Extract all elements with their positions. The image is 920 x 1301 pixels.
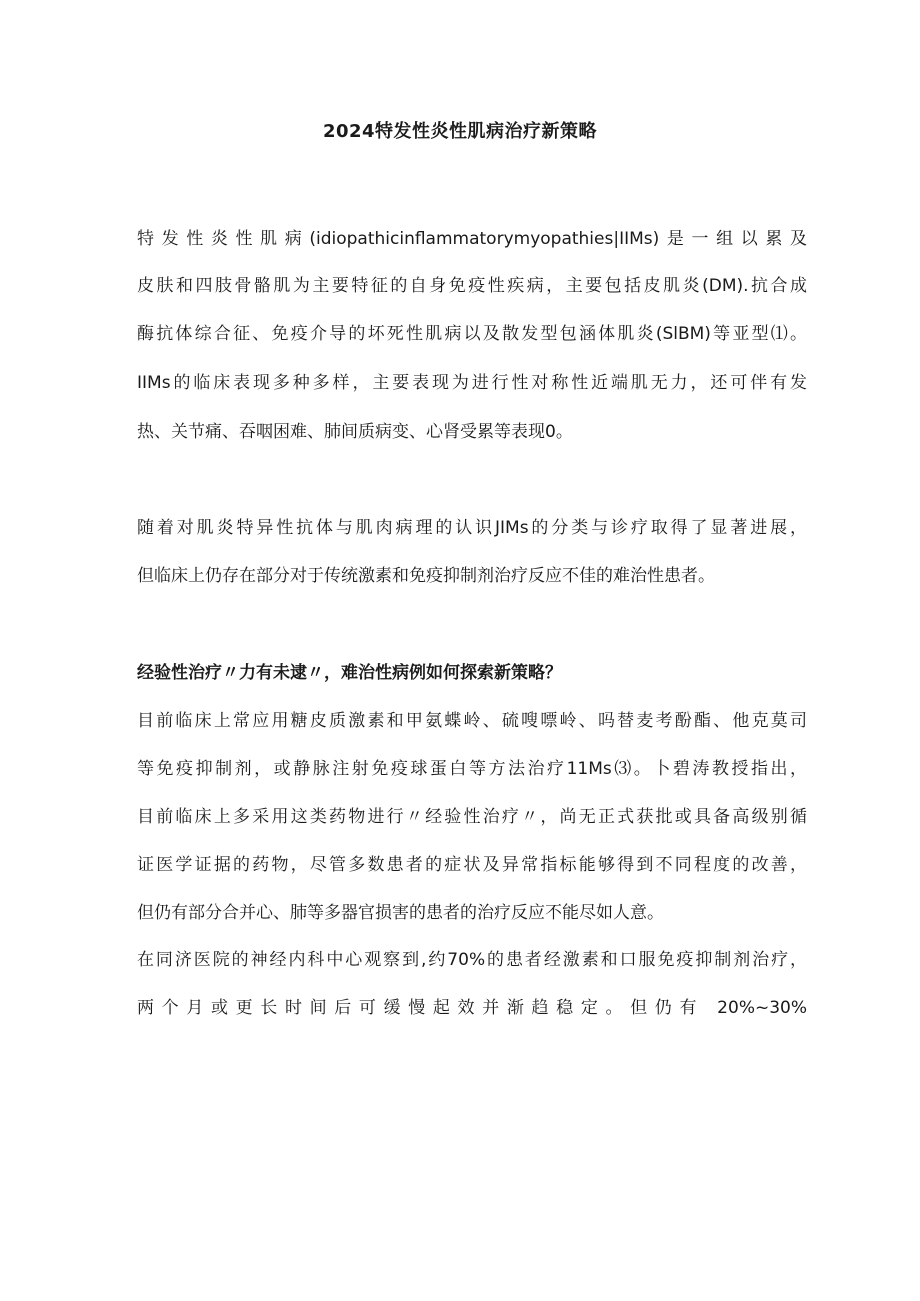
paragraph-4-line-1: 在同济医院的神经内科中心观察到,约70%的患者经激素和口服免疫抑制剂治疗， [137, 950, 807, 970]
paragraph-4-line-2: 两个月或更长时间后可缓慢起效并渐趋稳定。但仍有 20%~30% [137, 998, 807, 1018]
paragraph-1-line-3: 酶抗体综合征、免疫介导的坏死性肌病以及散发型包涵体肌炎(SlBM)等亚型⑴。 [137, 324, 807, 344]
document-title: 2024特发性炎性肌病治疗新策略 [322, 121, 598, 142]
section-heading: 经验性治疗〃力有未逮〃，难治性病例如何探索新策略？ [137, 663, 562, 683]
paragraph-3-line-5: 但仍有部分合并心、肺等多器官损害的患者的治疗反应不能尽如人意。 [137, 903, 664, 923]
paragraph-3-line-4: 证医学证据的药物，尽管多数患者的症状及异常指标能够得到不同程度的改善， [137, 855, 807, 875]
paragraph-2-line-2: 但临床上仍存在部分对于传统激素和免疫抑制剂治疗反应不佳的难治性患者。 [137, 566, 715, 586]
paragraph-3-line-1: 目前临床上常应用糖皮质激素和甲氨蝶岭、硫嗖嘌岭、吗替麦考酚酯、他克莫司 [137, 711, 807, 731]
paragraph-2-line-1: 随着对肌炎特异性抗体与肌肉病理的认识JIMs的分类与诊疗取得了显著进展， [137, 518, 807, 538]
paragraph-1-line-2: 皮肤和四肢骨骼肌为主要特征的自身免疫性疾病，主要包括皮肌炎(DM).抗合成 [137, 276, 807, 296]
paragraph-1-line-5: 热、关节痛、吞咽困难、肺间质病变、心肾受累等表现0。 [137, 422, 573, 442]
paragraph-1-line-4: IIMs的临床表现多种多样，主要表现为进行性对称性近端肌无力，还可伴有发 [137, 373, 807, 393]
paragraph-3-line-2: 等免疫抑制剂，或静脉注射免疫球蛋白等方法治疗11Ms⑶。卜碧涛教授指出， [137, 759, 807, 779]
paragraph-1-line-1: 特发性炎性肌病(idiopathicinflammatorymyopathies|IIMs)是一组以累及 [137, 229, 807, 249]
paragraph-3-line-3: 目前临床上多采用这类药物进行〃经验性治疗〃，尚无正式获批或具备高级别循 [137, 807, 807, 827]
